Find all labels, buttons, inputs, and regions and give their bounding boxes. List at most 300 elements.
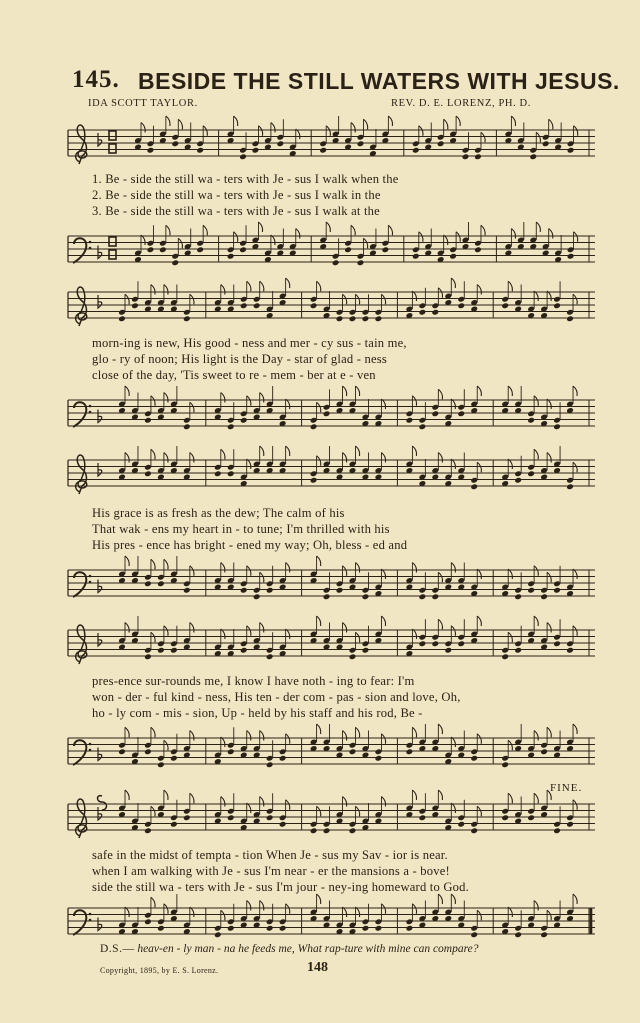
note-head (214, 470, 222, 477)
note-flag (547, 910, 551, 920)
note-head (437, 140, 445, 147)
note-head (514, 477, 522, 484)
note-head (240, 302, 248, 309)
note-head (323, 593, 331, 600)
note-head (170, 755, 178, 762)
note-head (566, 315, 574, 322)
note-head (406, 925, 414, 932)
note-head (412, 147, 420, 154)
note-head (527, 417, 535, 424)
note-flag (356, 446, 360, 456)
note-head (239, 153, 247, 160)
note-flag (412, 629, 416, 639)
note-flag (178, 238, 182, 248)
note-flag (451, 894, 455, 904)
note-head (118, 748, 126, 755)
note-flag (438, 724, 442, 734)
composer-credit: REV. D. E. LORENZ, PH. D. (391, 98, 531, 109)
note-flag (190, 453, 194, 463)
note-head (362, 593, 370, 600)
note-flag (151, 559, 155, 569)
note-head (470, 483, 478, 490)
note-head (419, 814, 427, 821)
note-flag (286, 904, 290, 914)
note-flag (573, 894, 577, 904)
note-flag (381, 904, 385, 914)
note-head (449, 253, 457, 260)
note-flag (221, 393, 225, 403)
note-flag (260, 393, 264, 403)
note-flag (547, 623, 551, 633)
note-flag (547, 399, 551, 409)
note-flag (547, 727, 551, 737)
note-flag (247, 566, 251, 576)
note-flag (164, 453, 168, 463)
note-head (131, 302, 139, 309)
note-flag (573, 800, 577, 810)
note-flag (125, 907, 129, 917)
note-flag (164, 790, 168, 800)
note-flag (364, 238, 368, 248)
note-flag (247, 626, 251, 636)
note-head (227, 814, 235, 821)
note-head (527, 587, 535, 594)
lyric-verse-1: His grace is as fresh as the dew; The calm of his (92, 506, 345, 520)
note-head (567, 147, 575, 154)
note-flag (438, 453, 442, 463)
note-flag (247, 731, 251, 741)
note-head (277, 140, 285, 147)
flat-icon (98, 633, 102, 646)
note-flag (164, 393, 168, 403)
note-head (419, 423, 427, 430)
note-flag (573, 294, 577, 304)
note-flag (481, 132, 485, 142)
bass-clef-dot (89, 241, 92, 244)
note-head (144, 470, 152, 477)
note-flag (547, 572, 551, 582)
note-flag (221, 629, 225, 639)
note-head (553, 423, 561, 430)
note-flag (125, 386, 129, 396)
bass-clef-dot (89, 411, 92, 414)
note-flag (573, 724, 577, 734)
lyric-verse-2: That wak - ens my heart in - to tune; I'm thrilled with his (92, 522, 390, 536)
treble-staff (60, 622, 595, 666)
note-flag (547, 453, 551, 463)
note-head (227, 423, 235, 430)
treble-clef-icon (76, 799, 87, 838)
note-head (540, 931, 548, 938)
note-head (362, 315, 370, 322)
note-head (462, 153, 470, 160)
note-head (457, 640, 465, 647)
note-flag (451, 626, 455, 636)
note-head (457, 302, 465, 309)
note-flag (125, 727, 129, 737)
bass-staff (60, 228, 595, 272)
note-flag (573, 626, 577, 636)
bass-clef-dot (89, 247, 92, 250)
note-flag (477, 285, 481, 295)
note-flag (536, 132, 540, 142)
note-flag (508, 907, 512, 917)
note-head (227, 925, 235, 932)
note-flag (412, 904, 416, 914)
note-head (279, 821, 287, 828)
note-head (336, 587, 344, 594)
note-head (266, 653, 274, 660)
note-head (527, 470, 535, 477)
note-flag (381, 569, 385, 579)
note-flag (412, 563, 416, 573)
note-flag (125, 623, 129, 633)
note-head (406, 417, 414, 424)
note-head (470, 755, 478, 762)
bass-clef-dot (89, 405, 92, 408)
note-flag (364, 119, 368, 129)
note-flag (317, 616, 321, 626)
note-flag (351, 225, 355, 235)
note-flag (125, 453, 129, 463)
note-head (144, 827, 152, 834)
ds-lyric: heav-en - ly man - na he feeds me, What rap-ture with mine can compare? (137, 943, 479, 955)
note-head (344, 246, 352, 253)
note-head (144, 580, 152, 587)
note-head (310, 423, 318, 430)
note-head (444, 647, 452, 654)
note-head (357, 259, 365, 266)
flat-icon (98, 133, 102, 146)
note-head (118, 315, 126, 322)
bass-clef-icon (73, 910, 86, 935)
note-head (157, 761, 165, 768)
flat-icon (98, 748, 102, 761)
note-flag (508, 386, 512, 396)
note-flag (221, 737, 225, 747)
note-flag (477, 386, 481, 396)
note-flag (536, 222, 540, 232)
treble-clef-icon (76, 125, 87, 164)
note-flag (508, 793, 512, 803)
lyric-verse-2: glo - ry of noon; His light is the Day - star of glad - ness (92, 352, 387, 366)
note-flag (343, 623, 347, 633)
note-flag (271, 123, 275, 133)
time-signature-upper (109, 237, 116, 246)
note-flag (444, 119, 448, 129)
bass-clef-dot (89, 749, 92, 752)
note-flag (381, 734, 385, 744)
lyric-verse-1: morn-ing is new, His good - ness and mer - cy sus - tain me, (92, 336, 407, 350)
note-head (470, 827, 478, 834)
note-flag (258, 126, 262, 136)
bass-staff (60, 392, 595, 436)
note-flag (190, 623, 194, 633)
note-flag (412, 396, 416, 406)
note-head (147, 147, 155, 154)
note-flag (166, 225, 170, 235)
note-flag (125, 294, 129, 304)
note-flag (221, 285, 225, 295)
bass-clef-dot (89, 575, 92, 578)
note-flag (260, 572, 264, 582)
note-flag (190, 402, 194, 412)
treble-staff (60, 122, 595, 166)
note-flag (286, 399, 290, 409)
note-head (214, 931, 222, 938)
lyric-verse-3: side the still wa - ters with Je - sus I'm jour - ney-ing homeward to God. (92, 880, 469, 894)
note-flag (203, 225, 207, 235)
note-flag (412, 727, 416, 737)
lyric-verse-1: 1. Be - side the still wa - ters with Je - sus I walk when the (92, 172, 399, 186)
note-flag (164, 285, 168, 295)
lyric-verse-3: ho - ly com - mis - sion, Up - held by his staff and his rod, Be - (92, 706, 423, 720)
note-flag (190, 731, 194, 741)
note-head (362, 925, 370, 932)
note-flag (549, 229, 553, 239)
note-flag (286, 446, 290, 456)
note-flag (356, 907, 360, 917)
note-flag (164, 904, 168, 914)
note-head (336, 315, 344, 322)
note-head (310, 302, 318, 309)
bass-clef-icon (73, 740, 86, 765)
treble-clef-icon (76, 287, 87, 326)
note-flag (221, 797, 225, 807)
bass-clef-icon (73, 402, 86, 427)
note-head (253, 593, 261, 600)
note-flag (456, 116, 460, 126)
bass-clef-icon (73, 238, 86, 263)
note-head (474, 246, 482, 253)
note-flag (534, 616, 538, 626)
note-flag (190, 566, 194, 576)
note-flag (260, 797, 264, 807)
note-head (171, 259, 179, 266)
note-flag (247, 281, 251, 291)
note-flag (451, 399, 455, 409)
note-flag (151, 727, 155, 737)
note-head (147, 246, 155, 253)
note-flag (549, 119, 553, 129)
note-flag (271, 235, 275, 245)
note-flag (534, 449, 538, 459)
note-flag (381, 399, 385, 409)
note-head (501, 814, 509, 821)
note-head (266, 814, 274, 821)
note-head (183, 315, 191, 322)
note-flag (260, 731, 264, 741)
note-head (252, 147, 260, 154)
bass-clef-dot (89, 581, 92, 584)
flat-icon (98, 410, 102, 423)
note-flag (356, 294, 360, 304)
note-head (323, 827, 331, 834)
note-flag (151, 285, 155, 295)
note-flag (388, 116, 392, 126)
note-head (406, 748, 414, 755)
note-head (227, 470, 235, 477)
note-head (419, 309, 427, 316)
note-head (375, 755, 383, 762)
note-flag (388, 225, 392, 235)
note-flag (221, 910, 225, 920)
note-flag (296, 129, 300, 139)
note-flag (247, 396, 251, 406)
note-head (540, 748, 548, 755)
note-head (157, 580, 165, 587)
note-head (240, 417, 248, 424)
treble-clef-icon (76, 625, 87, 664)
note-flag (451, 459, 455, 469)
note-head (382, 246, 390, 253)
treble-staff (60, 284, 595, 328)
flat-icon (98, 918, 102, 931)
note-head (553, 302, 561, 309)
note-head (227, 748, 235, 755)
treble-clef-icon (76, 455, 87, 494)
note-flag (438, 389, 442, 399)
note-head (144, 748, 152, 755)
note-head (170, 647, 178, 654)
note-flag (317, 456, 321, 466)
note-flag (258, 222, 262, 232)
note-head (240, 587, 248, 594)
note-head (266, 761, 274, 768)
note-head (566, 483, 574, 490)
note-head (227, 253, 235, 260)
note-flag (351, 123, 355, 133)
note-flag (234, 232, 238, 242)
note-head (527, 814, 535, 821)
note-flag (381, 797, 385, 807)
note-head (567, 253, 575, 260)
note-flag (221, 449, 225, 459)
note-head (529, 153, 537, 160)
note-flag (317, 724, 321, 734)
note-head (357, 140, 365, 147)
note-flag (481, 225, 485, 235)
lyricist-credit: IDA SCOTT TAYLOR. (88, 98, 198, 109)
note-flag (190, 294, 194, 304)
note-flag (356, 806, 360, 816)
note-flag (412, 790, 416, 800)
note-flag (419, 232, 423, 242)
note-flag (412, 446, 416, 456)
note-head (553, 587, 561, 594)
note-flag (125, 556, 129, 566)
note-head (159, 246, 167, 253)
note-head (553, 827, 561, 834)
note-flag (573, 386, 577, 396)
note-head (310, 477, 318, 484)
note-head (144, 918, 152, 925)
note-flag (511, 116, 515, 126)
hymn-title: BESIDE THE STILL WATERS WITH JESUS. (138, 68, 620, 94)
note-flag (221, 563, 225, 573)
flat-icon (98, 295, 102, 308)
note-flag (286, 629, 290, 639)
note-flag (343, 907, 347, 917)
note-flag (356, 632, 360, 642)
note-flag (286, 800, 290, 810)
note-flag (477, 910, 481, 920)
note-head (566, 647, 574, 654)
note-head (171, 140, 179, 147)
note-head (514, 647, 522, 654)
note-head (349, 315, 357, 322)
note-head (240, 647, 248, 654)
note-head (349, 653, 357, 660)
note-head (183, 423, 191, 430)
note-flag (164, 740, 168, 750)
note-flag (356, 563, 360, 573)
note-flag (573, 569, 577, 579)
note-head (514, 931, 522, 938)
note-flag (234, 116, 238, 126)
bass-staff (60, 730, 595, 774)
note-head (540, 593, 548, 600)
note-flag (451, 278, 455, 288)
lyric-verse-3: 3. Be - side the still wa - ters with Je - sus I walk at the (92, 204, 380, 218)
note-flag (141, 123, 145, 133)
note-flag (317, 281, 321, 291)
note-flag (151, 806, 155, 816)
note-head (323, 410, 331, 417)
note-head (542, 140, 550, 147)
note-flag (260, 623, 264, 633)
note-flag (260, 281, 264, 291)
note-flag (534, 731, 538, 741)
note-flag (247, 901, 251, 911)
time-signature-upper (109, 131, 116, 140)
note-flag (343, 386, 347, 396)
note-flag (286, 563, 290, 573)
note-head (553, 640, 561, 647)
time-signature-lower (109, 144, 116, 153)
note-flag (260, 901, 264, 911)
note-head (266, 587, 274, 594)
bass-clef-dot (89, 913, 92, 916)
note-flag (381, 616, 385, 626)
note-flag (343, 453, 347, 463)
note-flag (508, 632, 512, 642)
lyric-verse-2: when I am walking with Je - sus I'm near - er the mansions a - bove! (92, 864, 450, 878)
lyric-verse-1: safe in the midst of tempta - tion When Je - sus my Sav - ior is near. (92, 848, 448, 862)
note-flag (477, 616, 481, 626)
note-flag (151, 632, 155, 642)
note-flag (190, 793, 194, 803)
note-head (501, 653, 509, 660)
note-flag (343, 731, 347, 741)
note-head (144, 653, 152, 660)
bass-clef-dot (89, 919, 92, 922)
note-head (432, 593, 440, 600)
note-head (375, 315, 383, 322)
bass-staff (60, 900, 595, 944)
note-flag (296, 229, 300, 239)
note-flag (451, 737, 455, 747)
note-flag (125, 790, 129, 800)
note-flag (141, 235, 145, 245)
bass-clef-dot (89, 743, 92, 746)
note-flag (151, 396, 155, 406)
note-flag (166, 116, 170, 126)
note-head (196, 147, 204, 154)
note-head (144, 417, 152, 424)
note-flag (508, 281, 512, 291)
note-head (196, 246, 204, 253)
